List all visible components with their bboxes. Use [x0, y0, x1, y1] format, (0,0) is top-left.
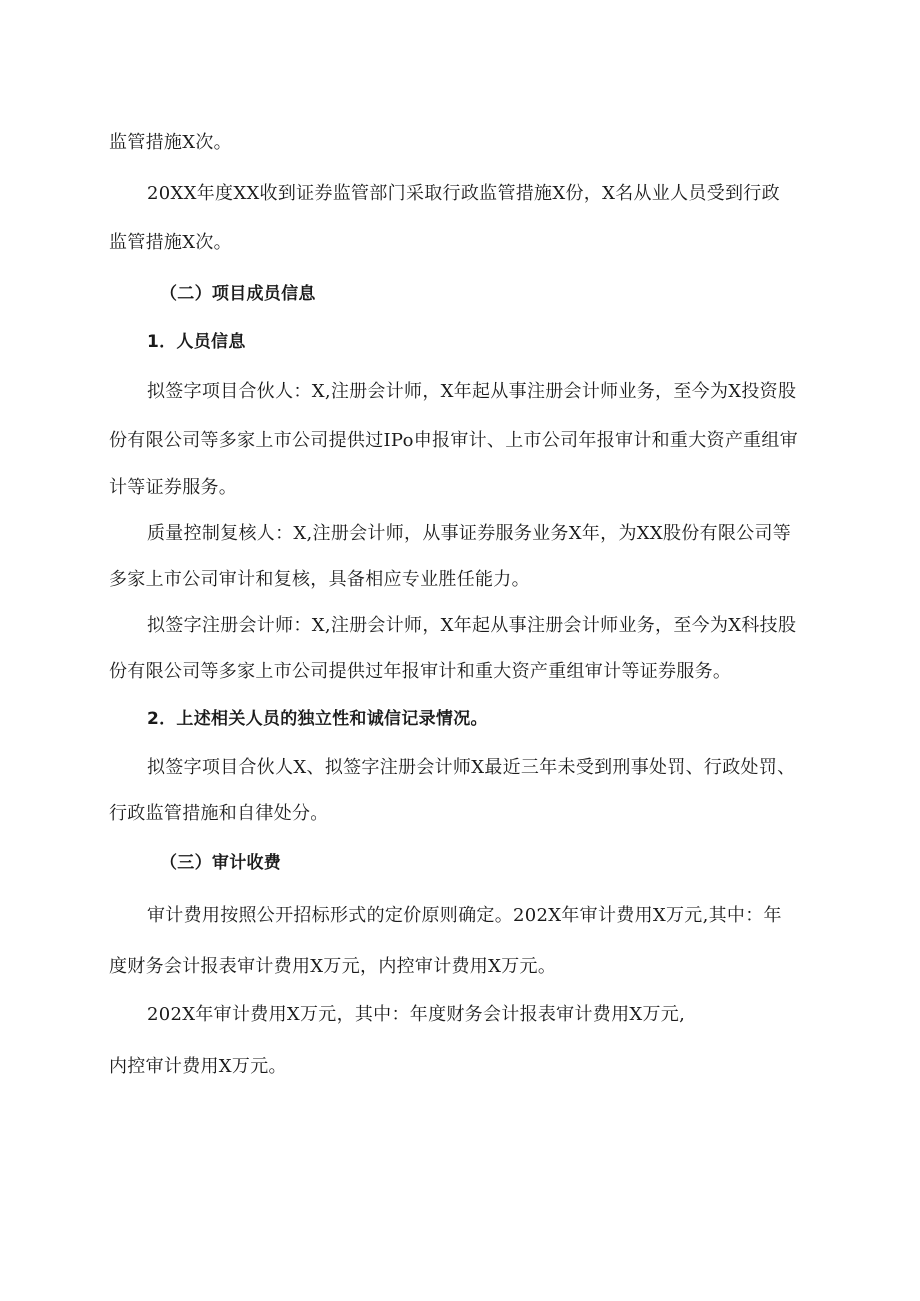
paragraph-line: 计等证券服务。: [109, 477, 238, 498]
paragraph-line: 审计费用按照公开招标形式的定价原则确定。202X年审计费用X万元,其中：年: [147, 905, 782, 926]
paragraph-line: 质量控制复核人：X,注册会计师，从事证券服务业务X年，为XX股份有限公司等: [147, 523, 792, 544]
paragraph-line: 拟签字项目合伙人：X,注册会计师，X年起从事注册会计师业务，至今为X投资股: [147, 381, 797, 402]
paragraph-line: 拟签字项目合伙人X、拟签字注册会计师X最近三年未受到刑事处罚、行政处罚、: [147, 757, 796, 778]
paragraph-line: 拟签字注册会计师：X,注册会计师，X年起从事注册会计师业务，至今为X科技股: [147, 615, 797, 636]
paragraph-line: 份有限公司等多家上市公司提供过年报审计和重大资产重组审计等证券服务。: [109, 661, 732, 682]
paragraph-line: 202X年审计费用X万元，其中：年度财务会计报表审计费用X万元,: [147, 1004, 686, 1025]
paragraph-line: 度财务会计报表审计费用X万元，内控审计费用X万元。: [109, 956, 557, 977]
paragraph-line: 份有限公司等多家上市公司提供过IPo申报审计、上市公司年报审计和重大资产重组审: [109, 430, 799, 451]
subsection-heading: 1．人员信息: [147, 332, 246, 352]
paragraph-line: 多家上市公司审计和复核，具备相应专业胜任能力。: [109, 569, 530, 590]
section-heading: （三）审计收费: [160, 853, 282, 873]
paragraph-line: 监管措施X次。: [109, 132, 232, 153]
paragraph-line: 内控审计费用X万元。: [109, 1056, 287, 1077]
section-heading: （二）项目成员信息: [160, 284, 316, 304]
paragraph-line: 20XX年度XX收到证券监管部门采取行政监管措施X份，X名从业人员受到行政: [147, 183, 780, 204]
paragraph-line: 监管措施X次。: [109, 232, 232, 253]
subsection-heading: 2．上述相关人员的独立性和诚信记录情况。: [147, 709, 488, 729]
paragraph-line: 行政监管措施和自律处分。: [109, 803, 329, 824]
